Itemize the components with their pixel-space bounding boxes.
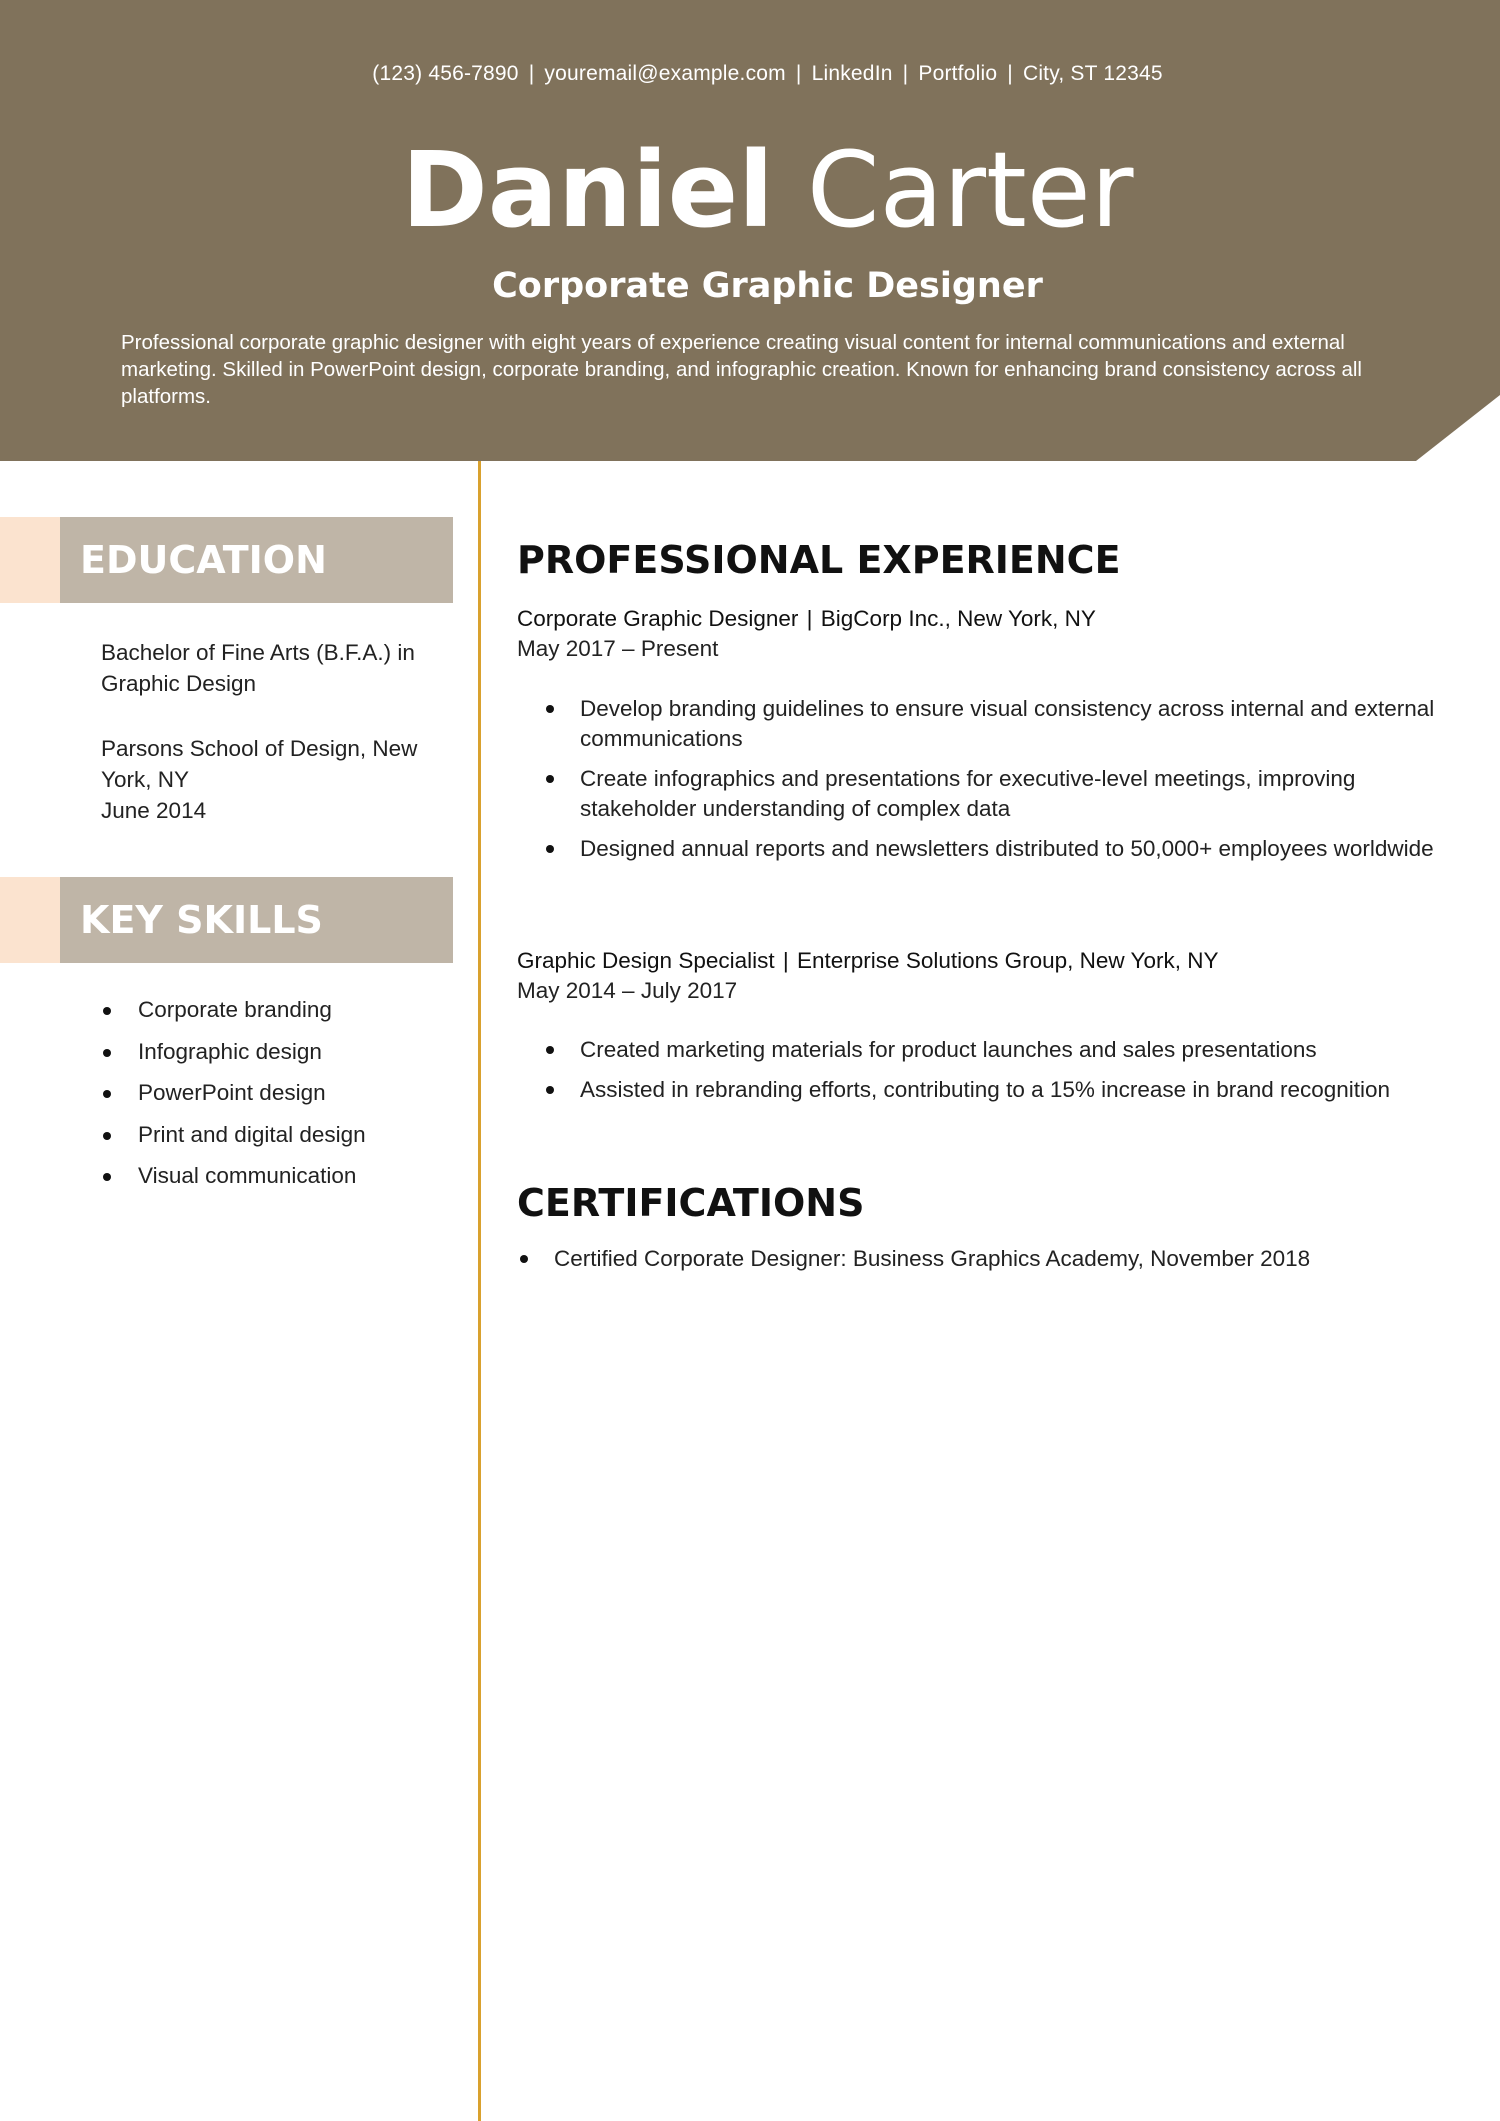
list-item: Assisted in rebranding efforts, contributing to a 15% increase in brand recognition xyxy=(517,1075,1447,1105)
job-dates: May 2017 – Present xyxy=(517,636,719,661)
job-company: BigCorp Inc., New York, NY xyxy=(820,606,1096,631)
list-item: Corporate branding xyxy=(101,995,366,1037)
skills-heading: KEY SKILLS xyxy=(60,877,453,963)
job-heading xyxy=(517,946,1218,976)
section-accent xyxy=(0,877,60,963)
education-degree: Bachelor of Fine Arts (B.F.A.) in Graphic Design xyxy=(101,640,415,696)
list-item: PowerPoint design xyxy=(101,1078,366,1120)
resume-header xyxy=(0,0,1500,461)
list-item: Created marketing materials for product launches and sales presentations xyxy=(517,1035,1447,1065)
job-title: Corporate Graphic Designer xyxy=(492,266,1043,306)
contact-line xyxy=(0,62,1500,86)
certifications-heading: CERTIFICATIONS xyxy=(517,1181,865,1225)
job-dates: May 2014 – July 2017 xyxy=(517,978,738,1003)
certifications-list xyxy=(517,1244,1447,1274)
skills-list xyxy=(101,995,366,1203)
contact-separator: | xyxy=(1007,62,1013,85)
list-item: Certified Corporate Designer: Business Graphics Academy, November 2018 xyxy=(517,1244,1447,1274)
professional-summary: Professional corporate graphic designer with eight years of experience creating visual content for internal communications and external marketing. Skilled in PowerPoint design, corporate branding, and infographic creation. Known for enhancing brand consistency across all platforms. xyxy=(121,331,1362,408)
job-company: Enterprise Solutions Group, New York, NY xyxy=(797,948,1219,973)
list-item: Designed annual reports and newsletters distributed to 50,000+ employees worldwide xyxy=(517,834,1447,864)
contact-email: youremail@example.com xyxy=(544,62,786,85)
contact-location: City, ST 12345 xyxy=(1022,62,1163,85)
list-item: Visual communication xyxy=(101,1161,366,1203)
list-item: Print and digital design xyxy=(101,1120,366,1162)
job-bullets xyxy=(517,694,1447,864)
job-bullets xyxy=(517,1035,1447,1105)
list-item: Infographic design xyxy=(101,1037,366,1079)
education-school: Parsons School of Design, New York, NY xyxy=(101,736,418,792)
job-separator: | xyxy=(806,606,813,631)
header-corner-cut xyxy=(1416,395,1500,461)
contact-separator: | xyxy=(902,62,909,85)
contact-phone: (123) 456-7890 xyxy=(372,62,519,85)
job-separator: | xyxy=(782,948,789,973)
education-section-band xyxy=(0,517,453,603)
job-title: Graphic Design Specialist xyxy=(517,948,775,973)
job-heading xyxy=(517,604,1096,634)
skills-section-band xyxy=(0,877,453,963)
education-date: June 2014 xyxy=(101,798,207,823)
contact-separator: | xyxy=(528,62,535,85)
last-name: Carter xyxy=(806,129,1134,251)
job-title: Corporate Graphic Designer xyxy=(517,606,799,631)
list-item: Create infographics and presentations for executive-level meetings, improving stakeholder understanding of complex data xyxy=(517,764,1447,824)
education-school-block xyxy=(101,733,461,826)
first-name: Daniel xyxy=(401,129,774,251)
contact-separator: | xyxy=(795,62,802,85)
contact-linkedin: LinkedIn xyxy=(811,62,893,85)
candidate-name xyxy=(0,128,1500,253)
experience-heading: PROFESSIONAL EXPERIENCE xyxy=(517,538,1121,582)
list-item: Develop branding guidelines to ensure visual consistency across internal and external communications xyxy=(517,694,1447,754)
contact-portfolio: Portfolio xyxy=(918,62,998,85)
column-divider xyxy=(478,461,481,2121)
education-heading: EDUCATION xyxy=(60,517,453,603)
section-accent xyxy=(0,517,60,603)
